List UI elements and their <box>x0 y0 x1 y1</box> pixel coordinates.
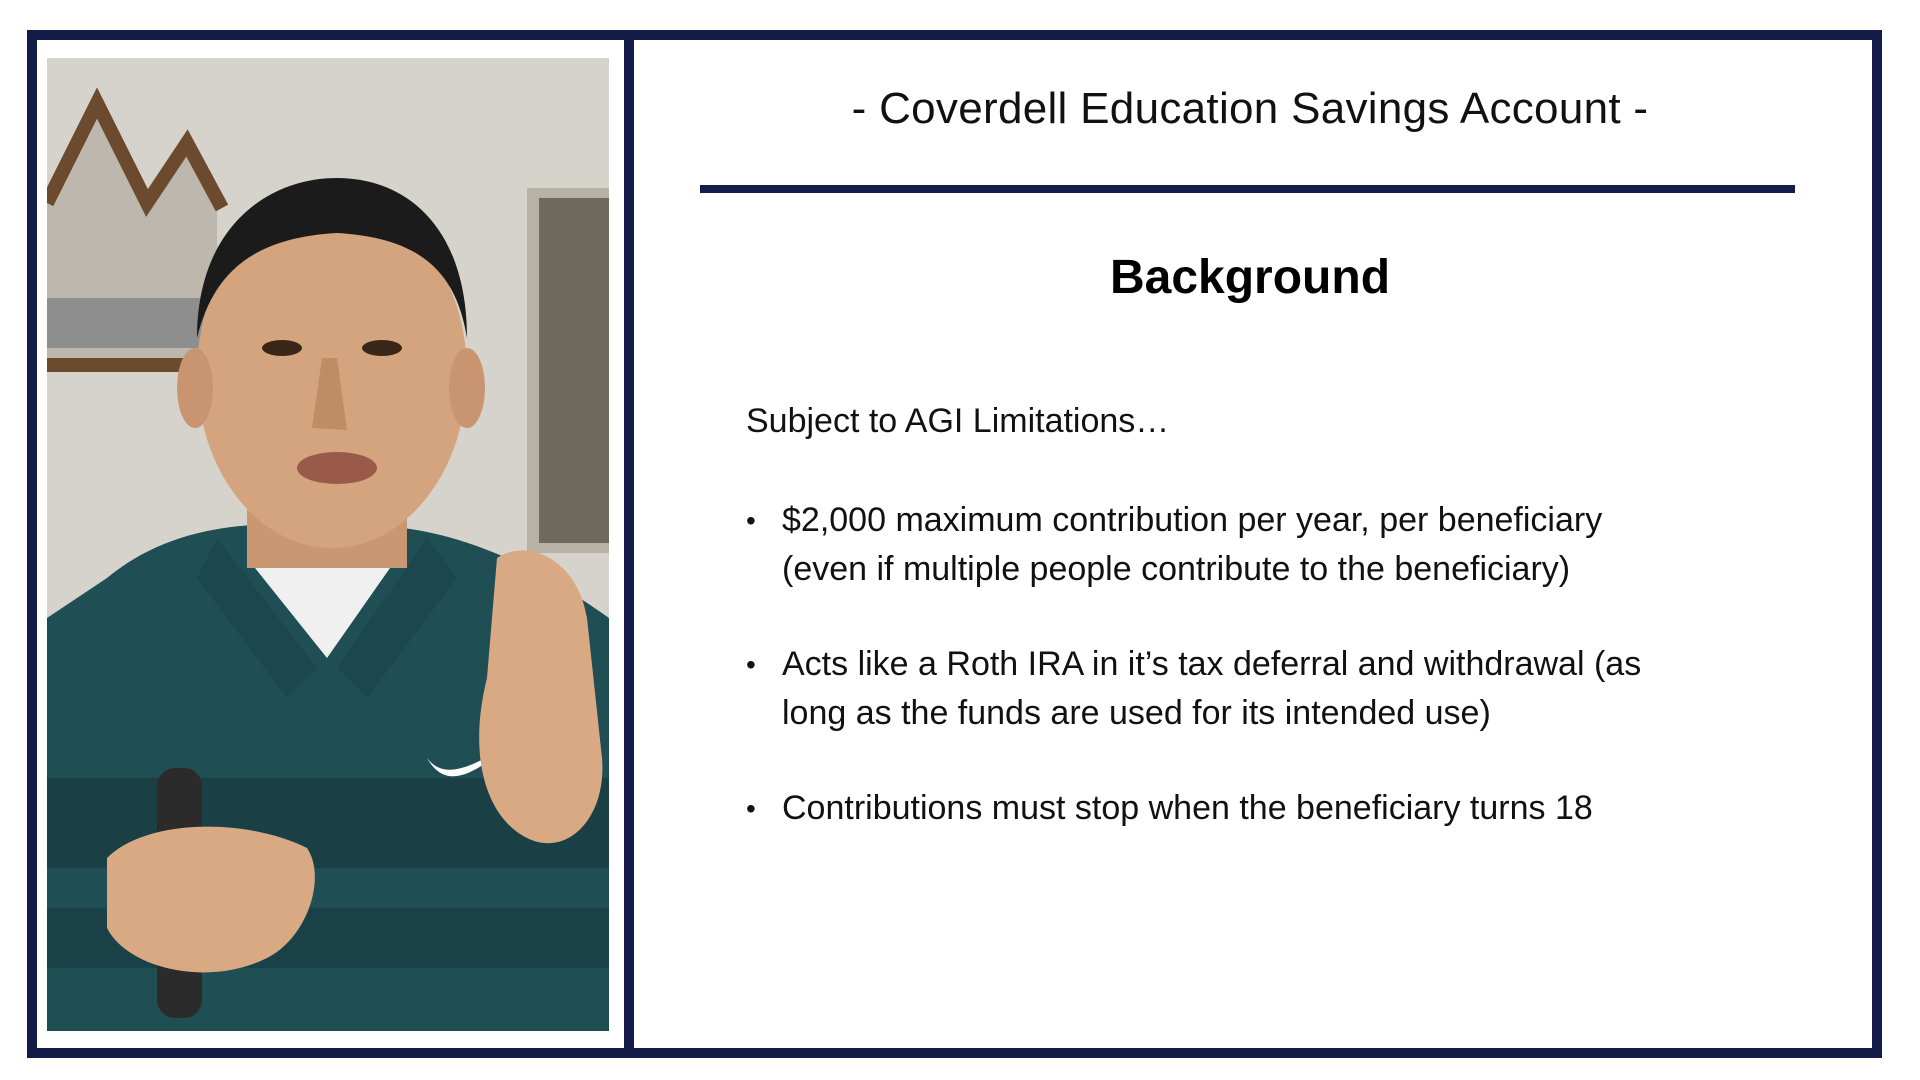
intro-text: Subject to AGI Limitations… <box>746 402 1170 440</box>
section-heading: Background <box>1109 251 1391 304</box>
bullet-line: long as the funds are used for its intended use) <box>782 694 1491 732</box>
wall-frame <box>527 188 609 553</box>
bullet-dot-icon: • <box>746 793 756 824</box>
bullet-item <box>746 784 1746 833</box>
panel-divider <box>624 30 634 1058</box>
bullet-item <box>746 640 1746 738</box>
bullet-dot-icon: • <box>746 649 756 680</box>
bullet-item <box>746 496 1746 594</box>
title-rule <box>700 185 1795 193</box>
bullet-dot-icon: • <box>746 505 756 536</box>
bullet-line: $2,000 maximum contribution per year, per beneficiary <box>782 501 1603 539</box>
bullet-list <box>746 496 1746 879</box>
bullet-line: Acts like a Roth IRA in it’s tax deferral and withdrawal (as <box>782 645 1642 683</box>
slide-title: - Coverdell Education Savings Account - <box>851 84 1649 133</box>
bullet-line: Contributions must stop when the beneficiary turns 18 <box>782 789 1593 827</box>
presenter-video <box>47 58 609 1031</box>
bullet-line: (even if multiple people contribute to the beneficiary) <box>782 550 1571 588</box>
